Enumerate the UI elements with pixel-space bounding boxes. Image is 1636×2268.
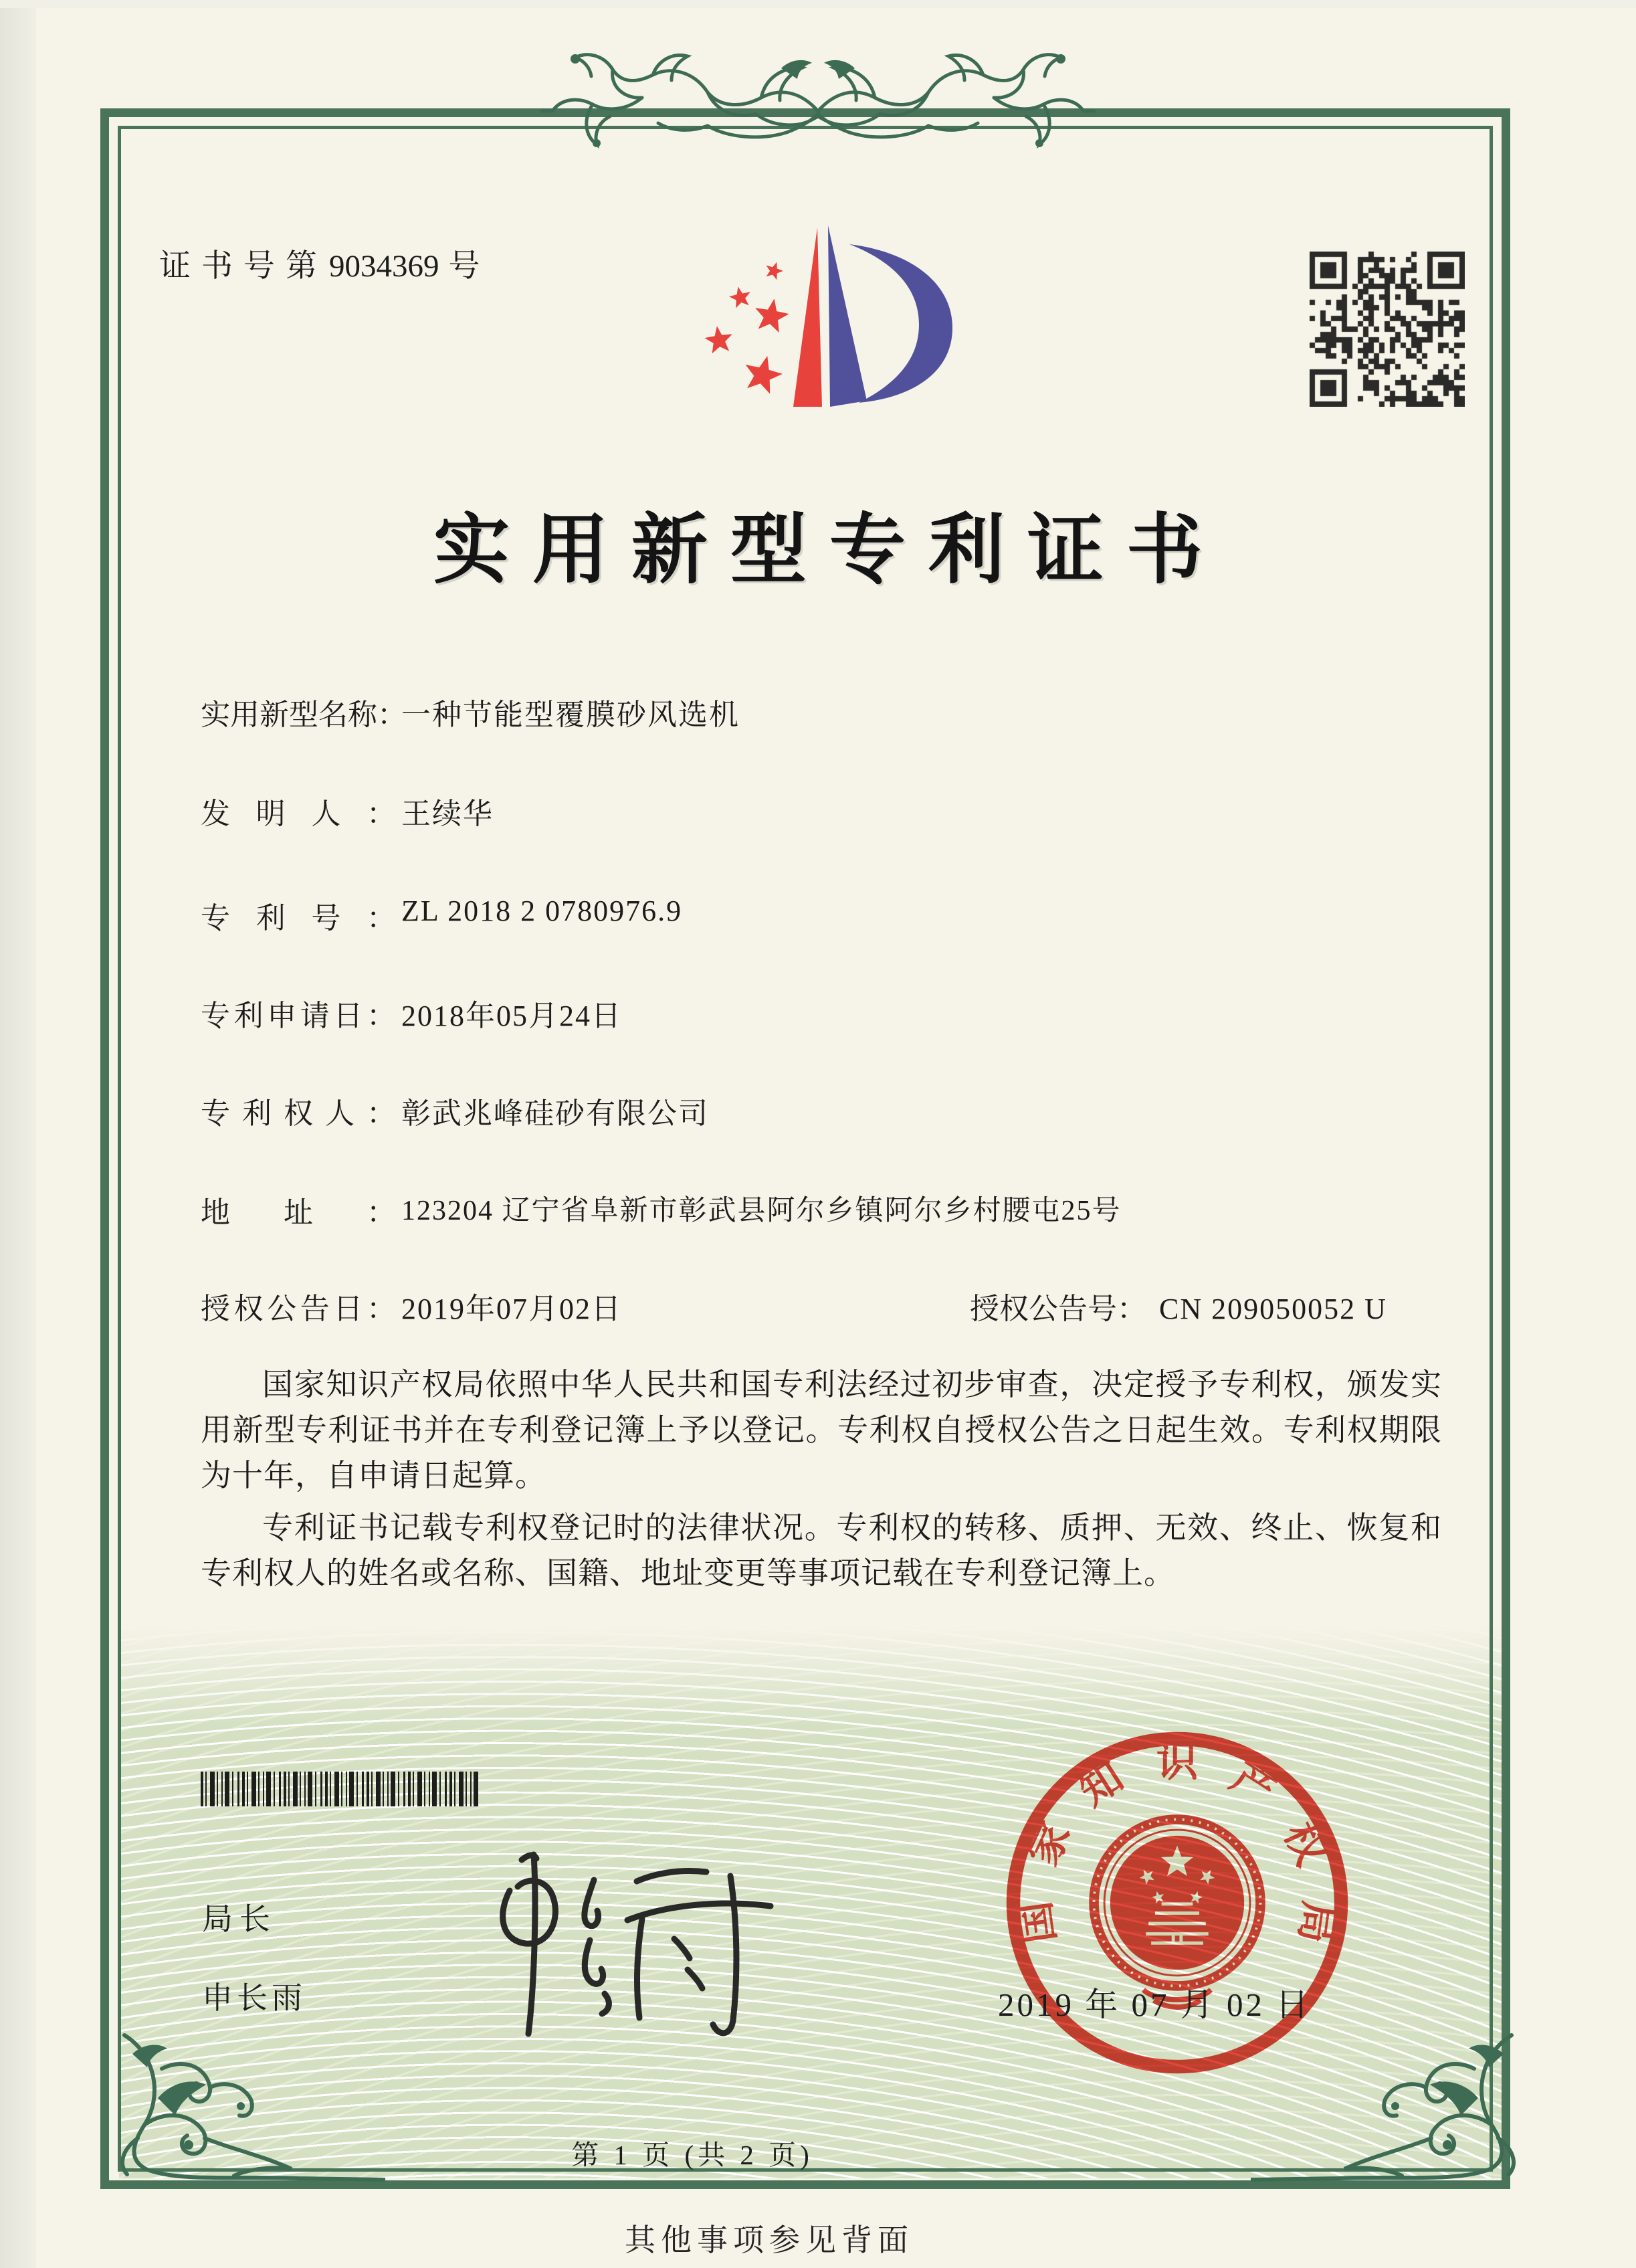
field-label: 专利号： <box>201 902 396 935</box>
field-value: 王续华 <box>401 797 494 830</box>
grant-date-label: 授权公告日： <box>201 1293 396 1325</box>
field-label: 专利权人： <box>201 1097 396 1130</box>
cnipa-logo-icon <box>682 204 963 432</box>
field-value: 2018年05月24日 <box>401 1000 622 1032</box>
field-label: 专利申请日： <box>201 1000 396 1032</box>
scan-edge <box>0 0 1636 8</box>
field-value: ZL 2018 2 0780976.9 <box>401 894 683 927</box>
grant-number <box>970 1285 1387 1327</box>
field-label: 发明人： <box>201 797 396 830</box>
field-label: 地址： <box>201 1196 396 1229</box>
legal-paragraph-2: 专利证书记载专利权登记时的法律状况。专利权的转移、质押、无效、终止、恢复和专利权人的姓名或名称、国籍、地址变更等事项记载在专利登记簿上。 <box>201 1511 1442 1590</box>
scan-edge <box>0 0 36 2268</box>
field-value: 123204 辽宁省阜新市彰武县阿尔乡镇阿尔乡村腰屯25号 <box>401 1196 1122 1226</box>
director-block <box>202 1895 306 2018</box>
back-side-note: 其他事项参见背面 <box>625 2223 914 2257</box>
field-row-inventor <box>201 789 1458 832</box>
legal-paragraph-1: 国家知识产权局依照中华人民共和国专利法经过初步审查，决定授予专利权，颁发实用新型专利证书并在专利登记簿上予以登记。专利权自授权公告之日起生效。专利权期限为十年，自申请日起算。 <box>201 1367 1442 1493</box>
field-row-grant <box>201 1285 1458 1327</box>
certificate-number-value: 9034369 <box>329 249 439 284</box>
legal-text <box>201 1362 1442 1603</box>
certificate-title: 实用新型专利证书 <box>433 508 1225 593</box>
director-name: 申长雨 <box>202 1981 306 2015</box>
field-row-utility-model-name <box>201 690 1458 733</box>
official-seal-icon <box>989 1714 1366 2091</box>
field-row-patentee <box>201 1089 1458 1132</box>
field-label: 实用新型名称： <box>201 698 407 731</box>
field-row-address <box>201 1188 1458 1231</box>
field-row-filing-date <box>201 991 1458 1034</box>
seal-text: 国家知识产权局 <box>1013 1739 1342 1946</box>
certificate-number <box>159 241 480 286</box>
field-value: 一种节能型覆膜砂风选机 <box>401 698 740 731</box>
page-number: 第 1 页 (共 2 页) <box>571 2140 813 2170</box>
director-title: 局长 <box>202 1902 277 1936</box>
field-row-patent-number <box>201 894 1458 937</box>
grant-number-value: CN 209050052 U <box>1159 1293 1387 1325</box>
certificate-number-suffix: 号 <box>448 249 480 284</box>
seal-date: 2019 年 07 月 02 日 <box>998 1986 1312 2023</box>
qr-code-icon <box>1310 252 1465 407</box>
grant-number-label: 授权公告号： <box>970 1293 1146 1325</box>
grant-date-value: 2019年07月02日 <box>401 1293 622 1325</box>
certificate-number-prefix: 证书号第 <box>159 249 328 284</box>
director-signature-icon <box>468 1838 803 2053</box>
barcode-icon <box>201 1772 478 1806</box>
field-value: 彰武兆峰硅砂有限公司 <box>401 1097 709 1130</box>
